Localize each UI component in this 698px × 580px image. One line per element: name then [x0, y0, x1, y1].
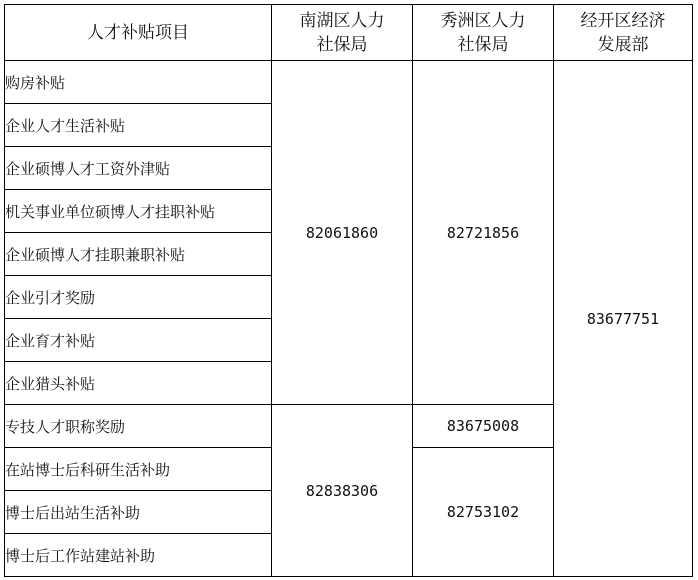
header-jingkai-line2: 发展部: [597, 34, 649, 55]
subsidy-item: 企业人才生活补贴: [5, 104, 272, 147]
xiuzhou-phone-group3: 82753102: [413, 448, 554, 577]
header-nanhu-hrss: [272, 5, 413, 61]
header-row: [5, 5, 693, 61]
xiuzhou-phone-row9: 83675008: [413, 405, 554, 448]
header-nanhu-line2: 社保局: [316, 34, 368, 55]
subsidy-item: 企业引才奖励: [5, 276, 272, 319]
subsidy-item: 博士后工作站建站补助: [5, 534, 272, 577]
header-subsidy-item: 人才补贴项目: [5, 5, 272, 61]
header-jingkai-line1: 经开区经济: [580, 10, 666, 31]
nanhu-phone-group1: 82061860: [272, 61, 413, 405]
subsidy-item: 购房补贴: [5, 61, 272, 104]
subsidy-contact-table: [4, 4, 693, 577]
nanhu-phone-group2: 82838306: [272, 405, 413, 577]
subsidy-item: 在站博士后科研生活补助: [5, 448, 272, 491]
table-row: [5, 61, 693, 104]
xiuzhou-phone-group1: 82721856: [413, 61, 554, 405]
header-xiuzhou-hrss: [413, 5, 554, 61]
jingkai-phone: 83677751: [554, 61, 693, 577]
header-xiuzhou-line1: 秀洲区人力: [440, 10, 526, 31]
header-jingkai-econ: [554, 5, 693, 61]
subsidy-item: 企业硕博人才工资外津贴: [5, 147, 272, 190]
subsidy-item: 专技人才职称奖励: [5, 405, 272, 448]
header-xiuzhou-line2: 社保局: [457, 34, 509, 55]
header-nanhu-line1: 南湖区人力: [299, 10, 385, 31]
subsidy-item: 企业育才补贴: [5, 319, 272, 362]
subsidy-item: 企业猎头补贴: [5, 362, 272, 405]
subsidy-item: 博士后出站生活补助: [5, 491, 272, 534]
subsidy-item: 企业硕博人才挂职兼职补贴: [5, 233, 272, 276]
subsidy-item: 机关事业单位硕博人才挂职补贴: [5, 190, 272, 233]
